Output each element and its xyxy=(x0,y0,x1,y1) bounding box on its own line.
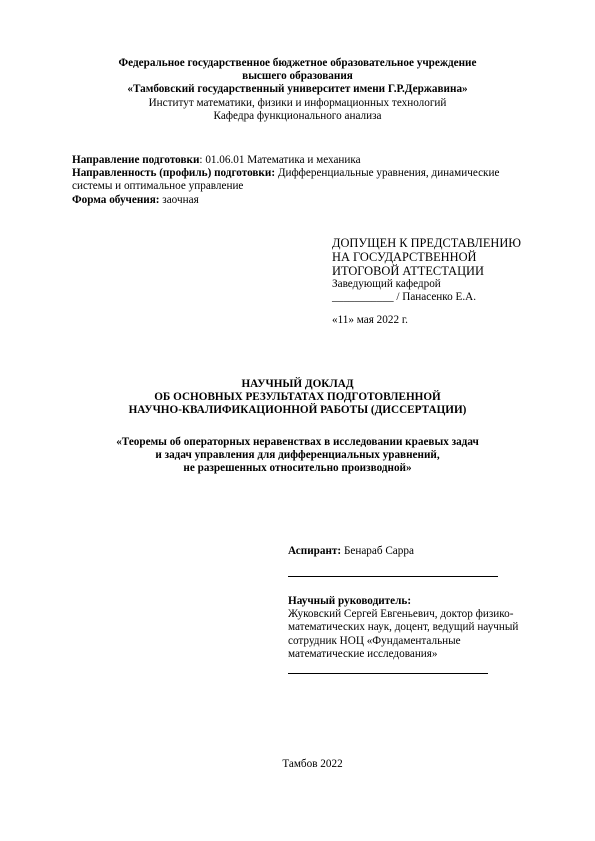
supervisor-line-4: математические исследования» xyxy=(288,647,438,660)
report-title-line-1: НАУЧНЫЙ ДОКЛАД xyxy=(241,378,354,390)
form-label: Форма обучения: xyxy=(72,193,160,206)
profile-value: Дифференциальные уравнения, динамические xyxy=(275,167,500,180)
header-line-4: Институт математики, физики и информационных технологий xyxy=(148,96,447,109)
header-line-5: Кафедра функционального анализа xyxy=(213,109,382,122)
approval-head-title: Заведующий кафедрой xyxy=(332,278,441,290)
supervisor-line-2: математических наук, доцент, ведущий научный xyxy=(288,621,519,634)
supervisor-label: Научный руководитель: xyxy=(288,595,412,607)
supervisor-block xyxy=(288,595,550,661)
direction-value: : 01.06.01 Математика и механика xyxy=(199,154,361,166)
report-title xyxy=(0,378,595,418)
header-line-1: Федеральное государственное бюджетное образовательное учреждение xyxy=(118,57,477,69)
program-info xyxy=(72,154,542,207)
supervisor-line-1: Жуковский Сергей Евгеньевич, доктор физико- xyxy=(288,608,514,621)
institution-header xyxy=(0,57,595,123)
approval-line-3: ИТОГОВОЙ АТТЕСТАЦИИ xyxy=(332,264,484,278)
topic-line-3: не разрешенных относительно производной» xyxy=(183,462,412,475)
aspirant-name: Бенараб Сарра xyxy=(341,545,414,557)
aspirant-row xyxy=(288,545,548,558)
form-value: заочная xyxy=(159,193,199,206)
supervisor-line-3: сотрудник НОЦ «Фундаментальные xyxy=(288,634,461,647)
header-line-2: высшего образования xyxy=(242,70,353,83)
profile-row xyxy=(72,167,542,180)
report-title-line-3: НАУЧНО-КВАЛИФИКАЦИОННОЙ РАБОТЫ (ДИССЕРТАЦИИ) xyxy=(128,404,467,417)
approval-block xyxy=(332,236,552,328)
profile-value-continued: системы и оптимальное управление xyxy=(72,180,244,193)
footer-city-year: Тамбов 2022 xyxy=(282,758,343,770)
direction-label: Направление подготовки xyxy=(72,154,200,166)
aspirant-signature-line xyxy=(288,576,498,577)
approval-line-1: ДОПУЩЕН К ПРЕДСТАВЛЕНИЮ xyxy=(332,236,522,250)
dissertation-topic xyxy=(0,436,595,476)
approval-date: «11» мая 2022 г. xyxy=(332,314,408,327)
approval-signature: ___________ / Панасенко Е.А. xyxy=(332,291,477,304)
topic-line-2: и задач управления для дифференциальных уравнений, xyxy=(155,449,440,462)
aspirant-label: Аспирант: xyxy=(288,545,342,557)
topic-line-1: «Теоремы об операторных неравенствах в исследовании краевых задач xyxy=(116,436,479,448)
direction-row xyxy=(72,154,542,167)
supervisor-signature-line xyxy=(288,673,488,674)
form-row xyxy=(72,194,542,207)
approval-line-2: НА ГОСУДАРСТВЕННОЙ xyxy=(332,250,477,264)
profile-label: Направленность (профиль) подготовки: xyxy=(72,167,276,180)
header-line-3: «Тамбовский государственный университет имени Г.Р.Державина» xyxy=(127,83,468,96)
report-title-line-2: ОБ ОСНОВНЫХ РЕЗУЛЬТАТАХ ПОДГОТОВЛЕННОЙ xyxy=(154,391,441,404)
